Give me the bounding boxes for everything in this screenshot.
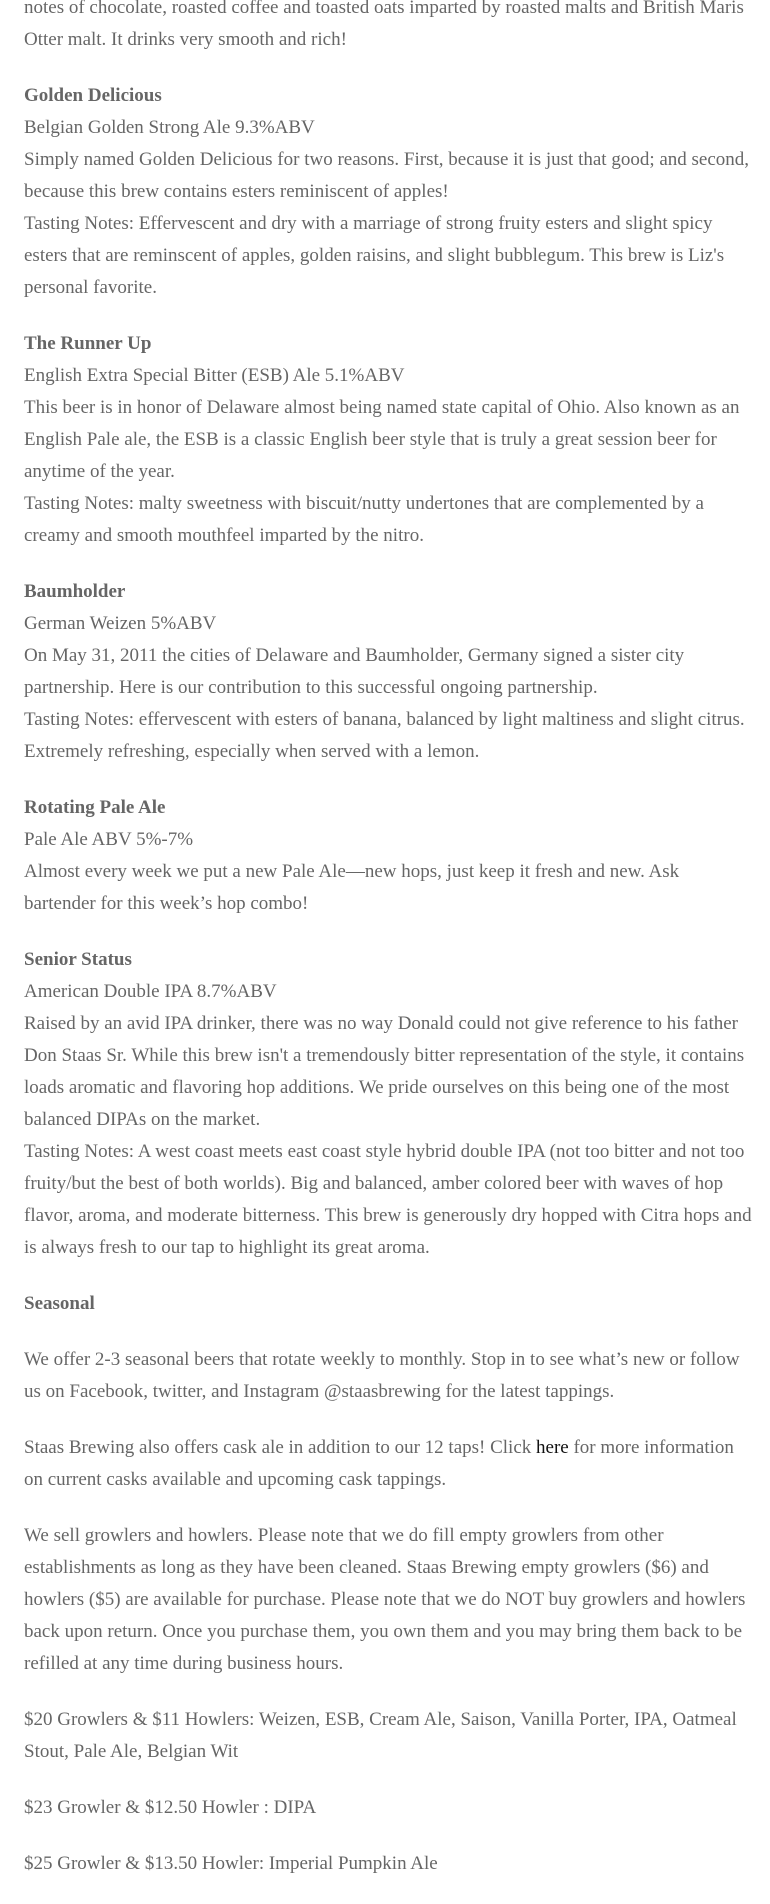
price-line: $20 Growlers & $11 Howlers: Weizen, ESB, Cream Ale, Saison, Vanilla Porter, IPA, Oatmeal Stout, Pale Ale, Belgian Wit xyxy=(24,1709,737,1762)
cask-text-after: for more information on current casks available and upcoming cask tappings. xyxy=(24,1437,734,1490)
beer-golden-delicious xyxy=(24,80,754,304)
price-line: $23 Growler & $12.50 Howler : DIPA xyxy=(24,1797,317,1818)
beer-rotating-pale-ale xyxy=(24,792,754,920)
price-line: $25 Growler & $13.50 Howler: Imperial Pumpkin Ale xyxy=(24,1853,438,1874)
intro-text: notes of chocolate, roasted coffee and toasted oats imparted by roasted malts and British Maris Otter malt. It drinks very smooth and rich! xyxy=(24,0,744,50)
beer-description: Raised by an avid IPA drinker, there was no way Donald could not give reference to his father Don Staas Sr. While this brew isn't a tremendously bitter representation of the style, it contains loads aromatic and flavoring hop additions. We pride ourselves on this being one of the most balanced DIPAs on the market. xyxy=(24,1013,745,1130)
cask-here-link[interactable]: here xyxy=(536,1437,569,1458)
beer-senior-status xyxy=(24,944,754,1264)
seasonal-text: We offer 2-3 seasonal beers that rotate weekly to monthly. Stop in to see what’s new or follow us on Facebook, twitter, and Instagram @staasbrewing for the latest tappings. xyxy=(24,1349,740,1402)
beer-the-runner-up xyxy=(24,328,754,552)
beer-name: Baumholder xyxy=(24,581,126,602)
beer-style: Belgian Golden Strong Ale 9.3%ABV xyxy=(24,117,315,138)
beer-tasting-notes: Tasting Notes: effervescent with esters of banana, balanced by light maltiness and slight citrus. Extremely refreshing, especially when served with a lemon. xyxy=(24,709,745,762)
beer-style: German Weizen 5%ABV xyxy=(24,613,217,634)
beer-tasting-notes: Tasting Notes: malty sweetness with biscuit/nutty undertones that are complemented by a creamy and smooth mouthfeel imparted by the nitro. xyxy=(24,493,704,546)
beer-tasting-notes: Tasting Notes: Effervescent and dry with a marriage of strong fruity esters and slight spicy esters that are reminscent of apples, golden raisins, and slight bubblegum. This brew is Liz's personal favorite. xyxy=(24,213,725,298)
beer-description: On May 31, 2011 the cities of Delaware and Baumholder, Germany signed a sister city partnership. Here is our contribution to this successful ongoing partnership. xyxy=(24,645,685,698)
beer-description: This beer is in honor of Delaware almost being named state capital of Ohio. Also known as an English Pale ale, the ESB is a classic English beer style that is truly a great session beer for anytime of the year. xyxy=(24,397,740,482)
beer-description: Almost every week we put a new Pale Ale—new hops, just keep it fresh and new. Ask bartender for this week’s hop combo! xyxy=(24,861,680,914)
beer-style: Pale Ale ABV 5%-7% xyxy=(24,829,194,850)
beer-name: Golden Delicious xyxy=(24,85,162,106)
cask-paragraph xyxy=(24,1432,754,1496)
growlers-text: We sell growlers and howlers. Please note that we do fill empty growlers from other establishments as long as they have been cleaned. Staas Brewing empty growlers ($6) and howlers ($5) are available for purchase. Please note that we do NOT buy growlers and howlers back upon return. Once you purchase them, you own them and you may bring them back to be refilled at any time during business hours. xyxy=(24,1525,746,1674)
beer-style: English Extra Special Bitter (ESB) Ale 5.1%ABV xyxy=(24,365,405,386)
beer-menu-content xyxy=(24,0,754,1904)
beer-name: Senior Status xyxy=(24,949,132,970)
beer-description: Simply named Golden Delicious for two reasons. First, because it is just that good; and second, because this brew contains esters reminiscent of apples! xyxy=(24,149,750,202)
beer-name: The Runner Up xyxy=(24,333,152,354)
beer-style: American Double IPA 8.7%ABV xyxy=(24,981,277,1002)
seasonal-heading: Seasonal xyxy=(24,1293,95,1314)
beer-baumholder xyxy=(24,576,754,768)
beer-tasting-notes: Tasting Notes: A west coast meets east coast style hybrid double IPA (not too bitter and not too fruity/but the best of both worlds). Big and balanced, amber colored beer with waves of hop flavor, aroma, and moderate bitterness. This brew is generously dry hopped with Citra hops and is always fresh to our tap to highlight its great aroma. xyxy=(24,1141,752,1258)
beer-name: Rotating Pale Ale xyxy=(24,797,166,818)
cask-text-before: Staas Brewing also offers cask ale in addition to our 12 taps! Click xyxy=(24,1437,537,1458)
